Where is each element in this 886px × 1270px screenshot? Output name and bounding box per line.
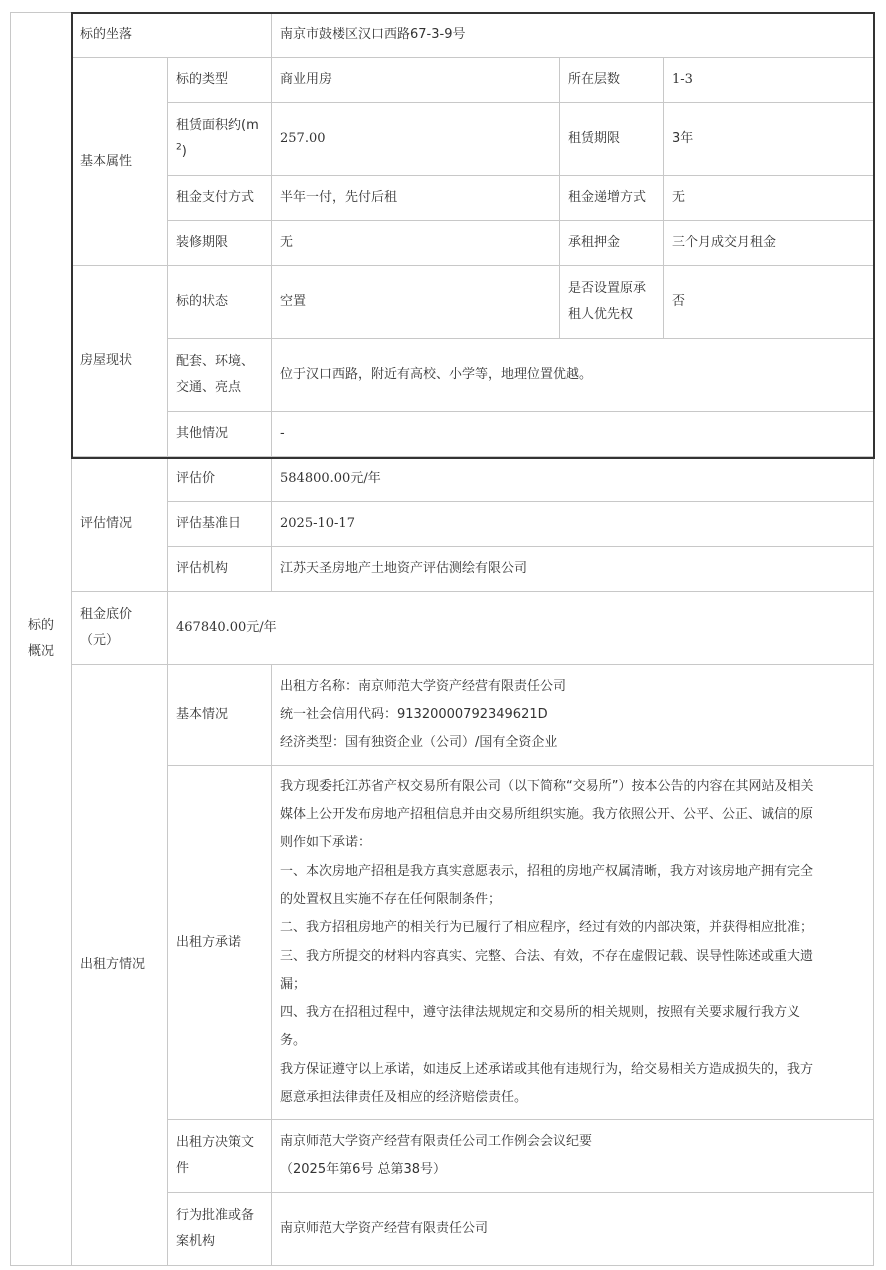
promise-line: 则作如下承诺： [280,835,372,851]
pay-label: 租金支付方式 [168,176,272,221]
floor-label: 所在层数 [560,58,664,103]
env-label: 配套、环境、交通、亮点 [168,339,272,412]
type-label: 标的类型 [168,58,272,103]
promise-text [272,766,874,1120]
basic-label: 基本情况 [168,665,272,766]
area-label: 租赁面积约$(m^2)$ [168,103,272,176]
date-value: 2025-10-17 [272,502,874,547]
term-value: 3年 [664,103,874,176]
priority-value: 否 [664,266,874,339]
decision-line: 南京师范大学资产经营有限责任公司工作例会会议纪要 [280,1133,593,1149]
base-price-value: 467840.00元/年 [168,592,874,665]
incr-label: 租金递增方式 [560,176,664,221]
house-status-label: 房屋现状 [72,266,168,457]
state-label: 标的状态 [168,266,272,339]
basic-line: 经济类型：国有独资企业（公司）/国有全资企业 [280,735,558,751]
approval-label: 行为批准或备案机构 [168,1193,272,1266]
property-overview-table [10,12,874,1266]
promise-line: 三、我方所提交的材料内容真实、完整、合法、有效，不存在虚假记载、误导性陈述或重大遗 [280,948,814,964]
promise-line: 务。 [280,1033,307,1049]
promise-line: 的处置权且实施不存在任何限制条件； [280,891,502,907]
location-label: 标的坐落 [72,13,272,58]
promise-line: 一、本次房地产招租是我方真实意愿表示，招租的房地产权属清晰，我方对该房地产拥有完全 [280,863,814,879]
promise-label: 出租方承诺 [168,766,272,1120]
table-row [11,13,874,58]
assessment-label: 评估情况 [72,457,168,592]
term-label: 租赁期限 [560,103,664,176]
promise-line: 四、我方在招租过程中，遵守法律法规规定和交易所的相关规则，按照有关要求履行我方义 [280,1005,801,1021]
promise-line: 二、我方招租房地产的相关行为已履行了相应程序，经过有效的内部决策，并获得相应批准； [280,920,814,936]
price-value: 584800.00元/年 [272,457,874,502]
org-label: 评估机构 [168,547,272,592]
deposit-label: 承租押金 [560,221,664,266]
price-label: 评估价 [168,457,272,502]
table-row [11,266,874,339]
org-value: 江苏天圣房地产土地资产评估测绘有限公司 [272,547,874,592]
deposit-value: 三个月成交月租金 [664,221,874,266]
location-value: 南京市鼓楼区汉口西路67-3-9号 [272,13,874,58]
basic-info [272,665,874,766]
section-label: 标的 概况 [11,13,72,1266]
pay-value: 半年一付，先付后租 [272,176,560,221]
decision-text [272,1120,874,1193]
env-value: 位于汉口西路，附近有高校、小学等，地理位置优越。 [272,339,874,412]
lessor-label: 出租方情况 [72,665,168,1266]
incr-value: 无 [664,176,874,221]
table-row [11,592,874,665]
type-value: 商业用房 [272,58,560,103]
promise-line: 媒体上公开发布房地产招租信息并由交易所组织实施。我方依照公开、公平、公正、诚信的原 [280,807,814,823]
basic-attrs-label: 基本属性 [72,58,168,266]
table-row [11,58,874,103]
table-row [11,457,874,502]
table-row [11,665,874,766]
promise-line: 漏； [280,976,307,992]
basic-line: 统一社会信用代码：91320000792349621D [280,706,548,722]
base-price-label: 租金底价（元） [72,592,168,665]
promise-line: 我方保证遵守以上承诺，如违反上述承诺或其他有违规行为，给交易相关方造成损失的，我方 [280,1061,814,1077]
approval-value: 南京师范大学资产经营有限责任公司 [272,1193,874,1266]
other-value: - [272,412,874,457]
deco-value: 无 [272,221,560,266]
decision-line: （2025年第6号 总第38号） [280,1162,447,1177]
date-label: 评估基准日 [168,502,272,547]
area-value: 257.00 [272,103,560,176]
deco-label: 装修期限 [168,221,272,266]
floor-value: 1-3 [664,58,874,103]
promise-line: 我方现委托江苏省产权交易所有限公司（以下简称“交易所”）按本公告的内容在其网站及相关 [280,778,814,794]
decision-label: 出租方决策文件 [168,1120,272,1193]
state-value: 空置 [272,266,560,339]
promise-line: 愿意承担法律责任及相应的经济赔偿责任。 [280,1089,528,1105]
other-label: 其他情况 [168,412,272,457]
basic-line: 出租方名称：南京师范大学资产经营有限责任公司 [280,678,567,694]
priority-label: 是否设置原承租人优先权 [560,266,664,339]
